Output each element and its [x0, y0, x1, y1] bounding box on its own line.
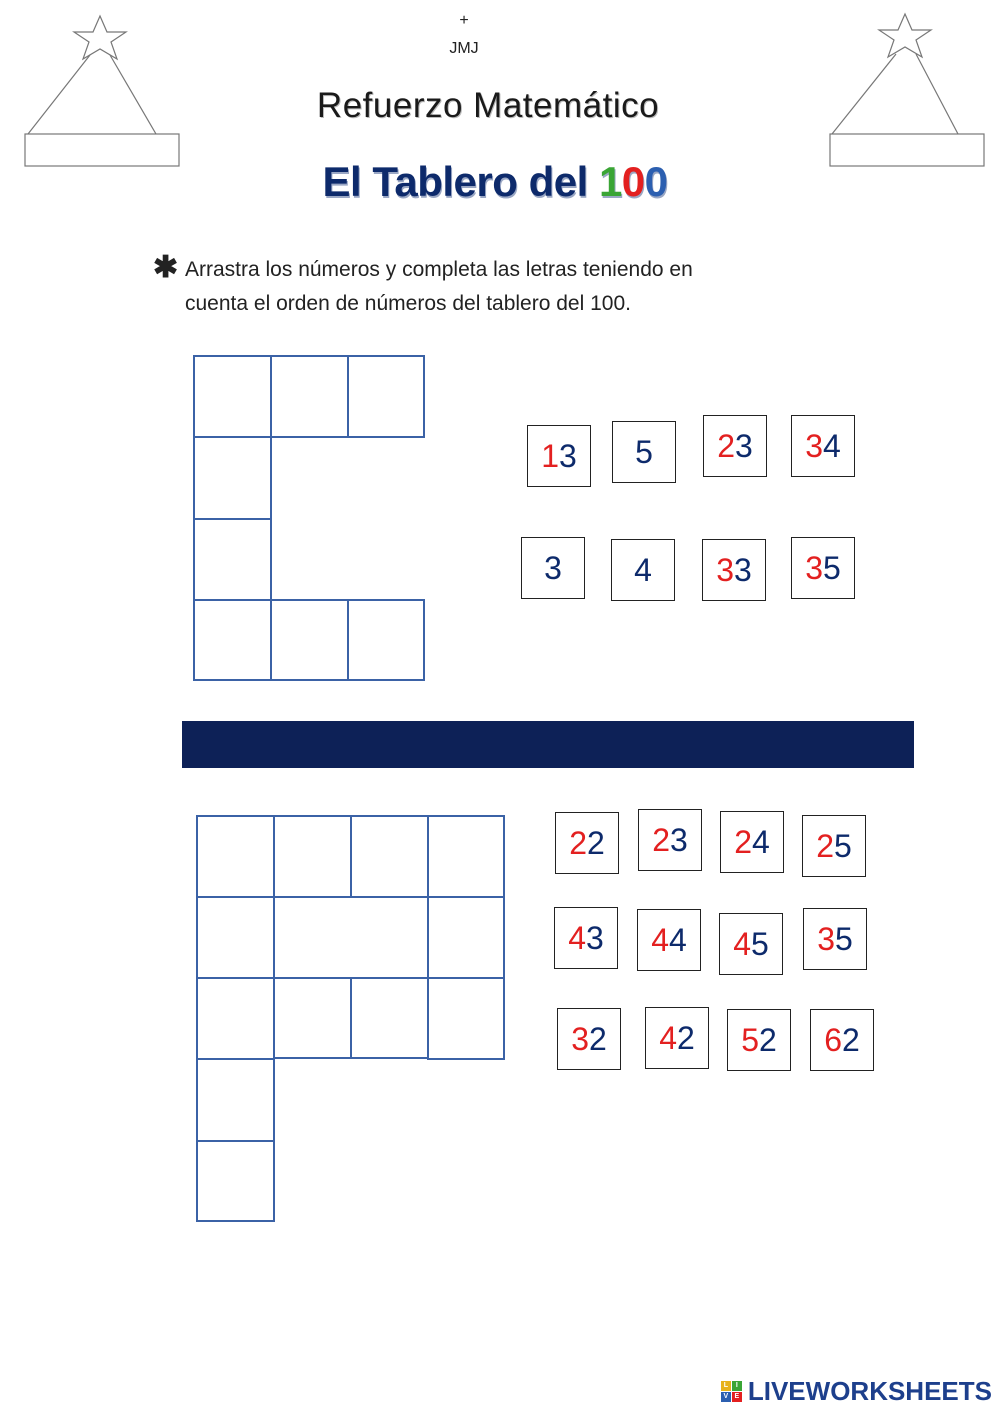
number-tile[interactable] [554, 907, 618, 969]
drop-cell[interactable] [196, 1058, 275, 1142]
number-tile[interactable] [802, 815, 866, 877]
tile-first-digit: 2 [569, 824, 587, 861]
logo-text: LIVEWORKSHEETS [747, 1376, 992, 1406]
tile-rest-digits: 2 [677, 1019, 695, 1056]
tile-rest-digits: 4 [634, 551, 652, 588]
tile-rest-digits: 5 [751, 925, 769, 962]
number-tile[interactable] [703, 415, 767, 477]
tile-rest-digits: 5 [835, 920, 853, 957]
tile-first-digit: 4 [733, 925, 751, 962]
tile-rest-digits: 3 [735, 427, 753, 464]
subtitle-text: El Tablero del [322, 158, 599, 205]
tile-rest-digits: 3 [734, 551, 752, 588]
number-tile[interactable] [555, 812, 619, 874]
subtitle-digit-2: 0 [621, 158, 645, 205]
liveworksheets-logo[interactable] [721, 1376, 992, 1407]
liveworksheets-logo-icon [721, 1381, 742, 1402]
drop-cell[interactable] [270, 599, 349, 681]
tile-first-digit: 4 [651, 921, 669, 958]
drop-cell[interactable] [427, 896, 505, 979]
number-tile[interactable] [810, 1009, 874, 1071]
tile-rest-digits: 2 [587, 824, 605, 861]
logo-mark-e: E [732, 1392, 742, 1402]
tile-rest-digits: 3 [670, 821, 688, 858]
number-tile[interactable] [521, 537, 585, 599]
section-divider [182, 721, 914, 768]
number-tile[interactable] [791, 415, 855, 477]
drop-cell[interactable] [350, 977, 429, 1059]
drop-cell[interactable] [427, 815, 505, 898]
number-tile[interactable] [702, 539, 766, 601]
instruction-line-2: cuenta el orden de números del tablero del 100. [185, 292, 631, 315]
drop-cell[interactable] [427, 977, 505, 1060]
drop-cell[interactable] [196, 896, 275, 979]
tile-first-digit: 2 [816, 827, 834, 864]
number-tile[interactable] [527, 425, 591, 487]
drop-cell[interactable] [196, 815, 275, 898]
logo-mark-v: V [721, 1392, 731, 1402]
drop-cell[interactable] [196, 1140, 275, 1222]
tile-first-digit: 3 [805, 427, 823, 464]
drop-cell[interactable] [347, 355, 425, 438]
tile-first-digit: 2 [734, 823, 752, 860]
number-tile[interactable] [612, 421, 676, 483]
tile-first-digit: 3 [805, 549, 823, 586]
number-tile[interactable] [720, 811, 784, 873]
tile-rest-digits: 2 [589, 1020, 607, 1057]
drop-cell[interactable] [270, 355, 349, 438]
tile-first-digit: 3 [817, 920, 835, 957]
drop-cell[interactable] [273, 977, 352, 1059]
number-tile[interactable] [637, 909, 701, 971]
jmj-initials: JMJ [449, 40, 479, 57]
tile-rest-digits: 4 [669, 921, 687, 958]
tile-rest-digits: 5 [635, 433, 653, 470]
page-subtitle [0, 158, 990, 206]
tile-first-digit: 1 [541, 437, 559, 474]
subtitle-digit-3: 0 [644, 158, 668, 205]
tile-first-digit: 3 [571, 1020, 589, 1057]
number-tile[interactable] [611, 539, 675, 601]
tile-first-digit: 2 [717, 427, 735, 464]
number-tile[interactable] [557, 1008, 621, 1070]
subtitle-digit-1: 1 [598, 158, 622, 205]
tile-first-digit: 2 [652, 821, 670, 858]
tile-rest-digits: 4 [752, 823, 770, 860]
tile-first-digit: 5 [741, 1021, 759, 1058]
drop-cell[interactable] [273, 896, 429, 979]
number-tile[interactable] [645, 1007, 709, 1069]
instruction-bullet-icon: ✱ [153, 251, 179, 284]
tile-rest-digits: 5 [823, 549, 841, 586]
logo-mark-l: L [721, 1381, 731, 1391]
tile-first-digit: 4 [659, 1019, 677, 1056]
tile-rest-digits: 5 [834, 827, 852, 864]
tile-first-digit: 4 [568, 919, 586, 956]
cross-symbol: + [459, 12, 469, 29]
tile-rest-digits: 2 [842, 1021, 860, 1058]
drop-cell[interactable] [273, 815, 352, 898]
instructions [185, 253, 865, 321]
drop-cell[interactable] [193, 436, 272, 520]
drop-cell[interactable] [193, 355, 272, 438]
number-tile[interactable] [638, 809, 702, 871]
tile-first-digit: 3 [716, 551, 734, 588]
tile-rest-digits: 3 [559, 437, 577, 474]
drop-cell[interactable] [350, 815, 429, 898]
number-tile[interactable] [719, 913, 783, 975]
number-tile[interactable] [791, 537, 855, 599]
instruction-line-1: Arrastra los números y completa las letras teniendo en [185, 258, 693, 281]
tile-rest-digits: 2 [759, 1021, 777, 1058]
tile-first-digit: 6 [824, 1021, 842, 1058]
number-tile[interactable] [727, 1009, 791, 1071]
tile-rest-digits: 3 [586, 919, 604, 956]
logo-mark-i: I [732, 1381, 742, 1391]
drop-cell[interactable] [347, 599, 425, 681]
tile-rest-digits: 4 [823, 427, 841, 464]
drop-cell[interactable] [193, 518, 272, 601]
tile-rest-digits: 3 [544, 549, 562, 586]
drop-cell[interactable] [196, 977, 275, 1060]
drop-cell[interactable] [193, 599, 272, 681]
page-title: Refuerzo Matemático [316, 86, 660, 125]
number-tile[interactable] [803, 908, 867, 970]
